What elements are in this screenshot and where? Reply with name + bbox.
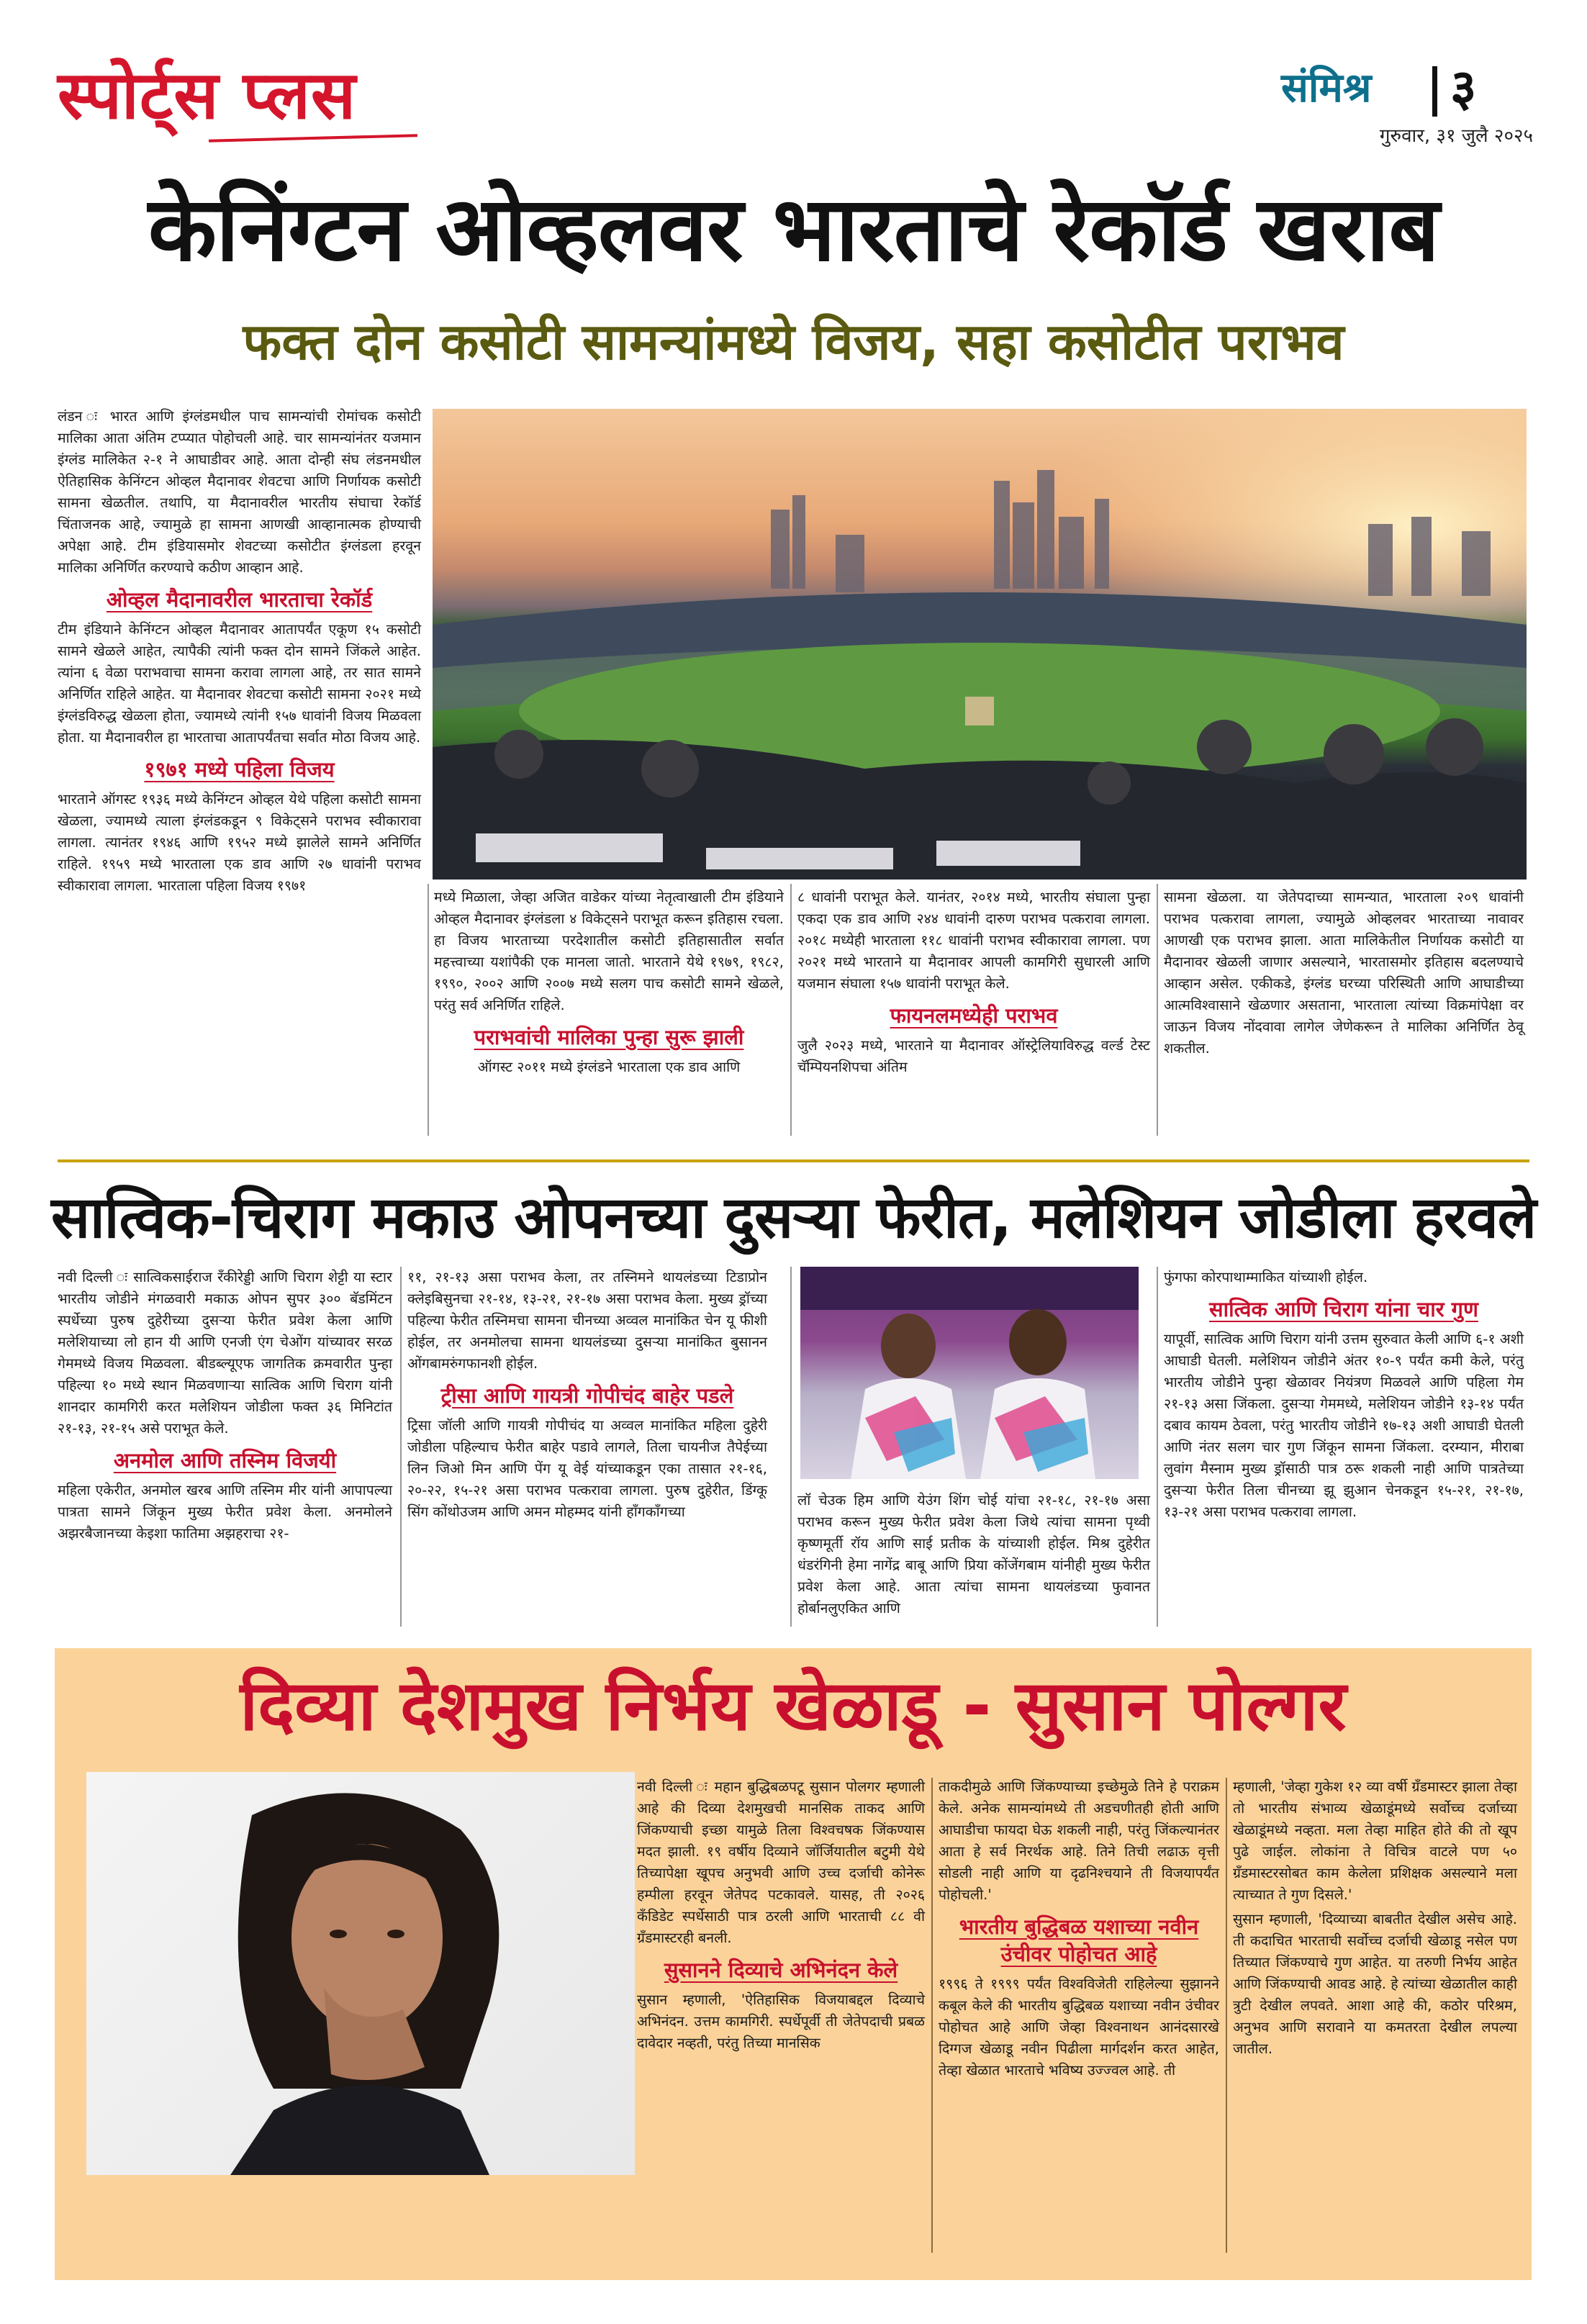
story1-col2-text: मध्ये मिळाला, जेव्हा अजित वाडेकर यांच्या नेतृत्वाखाली टीम इंडियाने ओव्हल मैदानावर इंग्लंडला ४ विकेट्सने पराभूत करून इतिहास रचला. हा विजय भारताच्या परदेशातील कसोटी इतिहासातील सर्वात महत्त्वाच्या यशांपैकी एक मानला जातो. भारताने येथे १९७९, १९८२, १९९०, २००२ आणि २००७ मध्ये सलग पाच कसोटी सामने खेळले, परंतु सर्व अनिर्णित राहिले.: [434, 889, 784, 1013]
story3-subhead-2: भारतीय बुद्धिबळ यशाच्या नवीन उंचीवर पोहोचत आहे: [959, 1914, 1199, 1966]
column-divider: [790, 884, 792, 1136]
oval-stadium-photo: [433, 409, 1527, 880]
story2-col1b-text: महिला एकेरीत, अनमोल खरब आणि तस्निम मीर यांनी आपापल्या पात्रता सामने जिंकून मुख्य फेरीत प्रवेश केला. अनमोलने अझरबैजानच्या केइशा फातिमा अझहराचा २१-: [58, 1482, 392, 1542]
headline: केनिंग्टन ओव्हलवर भारताचे रेकॉर्ड खराब: [148, 178, 1439, 281]
story2-subhead-3: सात्विक आणि चिराग यांना चार गुण: [1209, 1297, 1478, 1321]
story2-col4-text: फुंगफा कोरपाथाम्माकित यांच्याशी होईल.: [1164, 1269, 1368, 1285]
story3-subhead-1: सुसानने दिव्याचे अभिनंदन केले: [664, 1958, 898, 1982]
page-divider: [1432, 66, 1437, 117]
story1-para-2: भारताने ऑगस्ट १९३६ मध्ये केनिंग्टन ओव्हल येथे पहिला कसोटी सामना खेळला, ज्यामध्ये त्याला इंग्लंडकडून ९ विकेट्सने पराभव स्वीकारावा लागला. त्यानंतर १९४६ आणि १९५२ मध्ये झालेले सामने अनिर्णित राहिले. १९५९ मध्ये भारताला एक डाव आणि २७ धावांनी पराभव स्वीकारावा लागला. भारताला पहिला विजय १९७१: [58, 791, 421, 894]
story2-column-1: [58, 1267, 392, 1547]
story1-col3-text: ८ धावांनी पराभूत केले. यानंतर, २०१४ मध्ये, भारतीय संघाला पुन्हा एकदा एक डाव आणि २४४ धावांनी दारुण पराभव पत्करावा लागला. २०१८ मध्येही भारताला ११८ धावांनी पराभव स्वीकारावा लागला. पण २०२१ मध्ये भारताने या मैदानावर आपली कामगिरी सुधारली आणि यजमान संघाला १५७ धावांनी पराभूत केले.: [797, 889, 1150, 992]
story1-subhead-3: पराभवांची मालिका पुन्हा सुरू झाली: [474, 1025, 744, 1049]
story2-col2-text: ११, २१-१३ असा पराभव केला, तर तस्निमने थायलंडच्या टिडाप्रोन क्लेइबिसुनचा २१-१४, १३-२१, २१-१७ असा पराभव केला. मुख्य ड्रॉच्या पहिल्या फेरीत तस्निमचा सामना चीनच्या अव्वल मानांकित चेन यू फीशी होईल, तर अनमोलचा सामना थायलंडच्या दुसऱ्या मानांकित बुसानन ओंगबामरुंगफानशी होईल.: [407, 1269, 767, 1372]
story3-headline: दिव्या देशमुख निर्भय खेळाडू - सुसान पोल्गर: [240, 1665, 1347, 1746]
story3-column-3: [1233, 1776, 1517, 2063]
story3-col2-text: ताकदीमुळे आणि जिंकण्याच्या इच्छेमुळे तिने हे पराक्रम केले. अनेक सामन्यांमध्ये ती अडचणीतही होती आणि आघाडीचा फायदा घेऊ शकली नाही, परंतु जिंकल्यानंतर आता हे सर्व निरर्थक आहे. तिने तिची लढाऊ वृत्ती सोडली नाही आणि या दृढनिश्चयाने ती विजयापर्यंत पोहोचली.': [939, 1778, 1219, 1903]
stadium-illustration: [433, 409, 1527, 880]
column-divider: [400, 1267, 402, 1627]
story3-col1-text: नवी दिल्ली ः महान बुद्धिबळपटू सुसान पोलगर म्हणाली आहे की दिव्या देशमुखची मानसिक ताकद आणि जिंकण्याची इच्छा यामुळे तिला विश्वचषक जिंकण्यास मदत झाली. १९ वर्षीय दिव्याने जॉर्जियातील बटुमी येथे तिच्यापेक्षा खूपच अनुभवी आणि उच्च दर्जाची कोनेरू हम्पीला हरवून जेतेपद पटकावले. यासह, ती २०२६ कँडिडेट स्पर्धेसाठी पात्र ठरली आणि भारताची ८८ वी ग्रँडमास्टरही बनली.: [637, 1778, 925, 1946]
column-divider: [790, 1267, 792, 1627]
story2-col3-text: लॉ चेउक हिम आणि येउंग शिंग चोई यांचा २१-१८, २१-१७ असा पराभव करून मुख्य फेरीत प्रवेश केला जिथे त्यांचा सामना पृथ्वी कृष्णमूर्ती रॉय आणि साई प्रतीक के यांच्याशी होईल. मिश्र दुहेरीत धंडरंगिनी हेमा नागेंद्र बाबू आणि प्रिया कोंजेंगबाम यांनीही मुख्य फेरीत प्रवेश केला आहे. आता त्यांचा सामना थायलंडच्या फुवानत होर्बानलुएकित आणि: [797, 1492, 1150, 1617]
story1-para-1: टीम इंडियाने केनिंग्टन ओव्हल मैदानावर आतापर्यंत एकूण १५ कसोटी सामने खेळले आहेत, त्यापैकी त्यांनी फक्त दोन सामने जिंकले आहेत. त्यांना ६ वेळा पराभवाचा सामना करावा लागला आहे, तर सात सामने अनिर्णित राहिले आहेत. या मैदानावर शेवटचा कसोटी सामना २०२१ मध्ये इंग्लंडविरुद्ध खेळला होता, ज्यामध्ये त्यांनी १५७ धावांनी विजय मिळवला होता. या मैदानावरील हा भारताचा आतापर्यंतचा सर्वात मोठा विजय आहे.: [58, 621, 421, 746]
story3-col3b-text: सुसान म्हणाली, 'दिव्याच्या बाबतीत देखील असेच आहे. ती कदाचित भारताची सर्वोच्च दर्जाची खेळाडू नसेल पण तिच्यात जिंकण्याचे गुण आहेत. या तरुणी निर्भय आहेत आणि जिंकण्याची आवड आहे. हे त्यांच्या खेळातील काही त्रुटी देखील लपवते. आशा आहे की, कठोर परिश्रम, अनुभव आणि सरावाने या कमतरता देखील लपल्या जातील.: [1233, 1911, 1517, 2057]
divya-deshmukh-photo: [86, 1772, 635, 2175]
story1-subhead-1: ओव्हल मैदानावरील भारताचा रेकॉर्ड: [106, 587, 373, 612]
story1-column-2: [434, 887, 784, 1081]
story1-column-4: [1164, 887, 1524, 1062]
story1-col4-text: सामना खेळला. या जेतेपदाच्या सामन्यात, भारताला २०९ धावांनी पराभव पत्करावा लागला, ज्यामुळे ओव्हलवर भारताच्या नावावर आणखी एक पराभव झाला. आता मालिकेतील निर्णायक कसोटी या मैदानावर खेळली जाणार असल्याने, भारतासमोर इतिहास बदलण्याचे आव्हान असेल. एकीकडे, इंग्लंड घरच्या परिस्थिती आणि आघाडीच्या आत्मविश्वासाने खेळणार असताना, भारताला त्यांच्या विक्रमांपेक्षा वर जाऊन विजय नोंदवावा लागेल जेणेकरून ते मालिका अनिर्णित ठेवू शकतील.: [1164, 889, 1524, 1057]
subheadline: फक्त दोन कसोटी सामन्यांमध्ये विजय, सहा कसोटीत पराभव: [243, 312, 1344, 371]
story1-col3b-text: जुलै २०२३ मध्ये, भारताने या मैदानावर ऑस्ट्रेलियाविरुद्ध वर्ल्ड टेस्ट चॅम्पियनशिपचा अंतिम: [797, 1037, 1150, 1075]
page-number: ३: [1450, 58, 1477, 117]
section-title: स्पोर्ट्स प्लस: [58, 57, 357, 134]
story2-col1-text: नवी दिल्ली ः सात्विकसाईराज रँकीरेड्डी आणि चिराग शेट्टी या स्टार भारतीय जोडीने मंगळवारी मकाऊ ओपन सुपर ३०० बॅडमिंटन स्पर्धेच्या पुरुष दुहेरीच्या दुसऱ्या फेरीत प्रवेश केला आणि मलेशियाच्या लो हान यी आणि एनजी एंग चेओंग यांच्यावर सरळ गेममध्ये विजय मिळवला. बीडब्ल्यूएफ जागतिक क्रमवारीत पुन्हा पहिल्या १० मध्ये स्थान मिळवणाऱ्या सात्विक आणि चिराग यांनी शानदार कामगिरी करत मलेशियन जोडीला फक्त ३६ मिनिटांत २१-१३, २१-१५ असे पराभूत केले.: [58, 1269, 392, 1437]
issue-date: गुरुवार, ३१ जुलै २०२५: [1379, 125, 1533, 147]
story2-col4b-text: यापूर्वी, सात्विक आणि चिराग यांनी उत्तम सुरुवात केली आणि ६-१ अशी आघाडी घेतली. मलेशियन जोडीने अंतर १०-९ पर्यंत कमी केले, परंतु भारतीय जोडीने पुन्हा खेळावर नियंत्रण मिळवले आणि पहिला गेम २१-१३ असा जिंकला. दुसऱ्या गेममध्ये, मलेशियन जोडीने १३-१४ पर्यंत दबाव कायम ठेवला, परंतु भारतीय जोडीने १७-१३ अशी आघाडी घेतली आणि नंतर सलग चार गुण जिंकून सामना जिंकला. दरम्यान, मीराबा लुवांग मैस्नाम मुख्य ड्रॉसाठी पात्र ठरू शकली नाही आणि पात्रतेच्या दुसऱ्या फेरीत तिला चीनच्या झू झुआन चेनकडून १५-२१, २१-१७, १३-२१ असा पराभव पत्करावा लागला.: [1164, 1331, 1524, 1520]
story2-subhead-2: ट्रीसा आणि गायत्री गोपीचंद बाहेर पडले: [440, 1383, 734, 1408]
story2-column-4: [1164, 1267, 1524, 1526]
story1-subhead-2: १९७१ मध्ये पहिला विजय: [144, 757, 335, 782]
column-divider: [1157, 1267, 1158, 1627]
story2-column-3: [797, 1490, 1150, 1622]
story3-col2b-text: १९९६ ते १९९९ पर्यंत विश्वविजेती राहिलेल्या सुझानने कबूल केले की भारतीय बुद्धिबळ यशाच्या नवीन उंचीवर पोहोचत आहे आणि जेव्हा विश्वनाथन आनंदसारखे दिग्गज खेळाडू नवीन पिढीला मार्गदर्शन करत आहेत, तेव्हा खेळात भारताचे भविष्य उज्ज्वल आहे. ती: [939, 1976, 1219, 2079]
story3-col1b-text: सुसान म्हणाली, 'ऐतिहासिक विजयाबद्दल दिव्याचे अभिनंदन. उत्तम कामगिरी. स्पर्धेपूर्वी ती जेतेपदाची प्रबळ दावेदार नव्हती, परंतु तिच्या मानसिक: [637, 1991, 925, 2051]
section-rule: [58, 1159, 1529, 1162]
column-divider: [1226, 1778, 1227, 2253]
story2-subhead-1: अनमोल आणि तस्निम विजयी: [113, 1448, 337, 1473]
page-label: संमिश्र: [1281, 65, 1372, 112]
story3-column-1: [637, 1776, 925, 2057]
badminton-players-photo: [800, 1267, 1139, 1479]
story2-column-2: [407, 1267, 767, 1526]
story3-col3-text: म्हणाली, 'जेव्हा गुकेश १२ व्या वर्षी ग्रँडमास्टर झाला तेव्हा तो भारतीय संभाव्य खेळाडूंमध्ये सर्वोच्च दर्जाच्या खेळाडूंमध्ये नव्हता. मला तेव्हा माहित होते की तो खूप पुढे जाईल. लोकांना ते विचित्र वाटले पण ५० ग्रँडमास्टरसोबत काम केलेला प्रशिक्षक असल्याने मला त्याच्यात ते गुण दिसले.': [1233, 1778, 1517, 1903]
story3-column-2: [939, 1776, 1219, 2084]
story1-column-3: [797, 887, 1150, 1081]
portrait-illustration: [86, 1772, 635, 2175]
story1-subhead-4: फायनलमध्येही पराभव: [890, 1003, 1058, 1028]
story1-col2b-text: ऑगस्ट २०११ मध्ये इंग्लंडने भारताला एक डाव आणि: [477, 1059, 741, 1075]
story1-intro: लंडन ः भारत आणि इंग्लंडमधील पाच सामन्यांची रोमांचक कसोटी मालिका आता अंतिम टप्प्यात पोहोचली आहे. चार सामन्यांनंतर यजमान इंग्लंड मालिकेत २-१ ने आघाडीवर आहे. आता दोन्ही संघ लंडनमधील ऐतिहासिक केनिंग्टन ओव्हल मैदानावर शेवटचा आणि निर्णायक कसोटी सामना खेळतील. तथापि, या मैदानावरील भारतीय संघाचा रेकॉर्ड चिंताजनक आहे, ज्यामुळे हा सामना आणखी आव्हानात्मक होण्याची अपेक्षा आहे. टीम इंडियासमोर शेवटच्या कसोटीत इंग्लंडला हरवून मालिका अनिर्णित करण्याचे कठीण आव्हान आहे.: [58, 408, 421, 576]
story2-headline: सात्विक-चिराग मकाउ ओपनच्या दुसऱ्या फेरीत, मलेशियन जोडीला हरवले: [50, 1184, 1537, 1251]
players-illustration: [800, 1267, 1139, 1479]
column-divider: [1157, 884, 1158, 1136]
column-divider: [931, 1778, 933, 2253]
column-divider: [428, 884, 429, 1136]
story2-col2b-text: ट्रिसा जॉली आणि गायत्री गोपीचंद या अव्वल मानांकित महिला दुहेरी जोडीला पहिल्याच फेरीत बाहेर पडावे लागले, तिला चायनीज तैपेईच्या लिन जिओ मिन आणि पेंग यू वेई यांच्याकडून एका तासात २१-१६, २०-२२, १५-२१ असा पराभव पत्करावा लागला. पुरुष दुहेरीत, डिंग्कू सिंग कोंथोउजम आणि अमन मोहम्मद यांनी हॉंगकॉंगच्या: [407, 1417, 767, 1520]
story1-column-1: [58, 406, 421, 900]
